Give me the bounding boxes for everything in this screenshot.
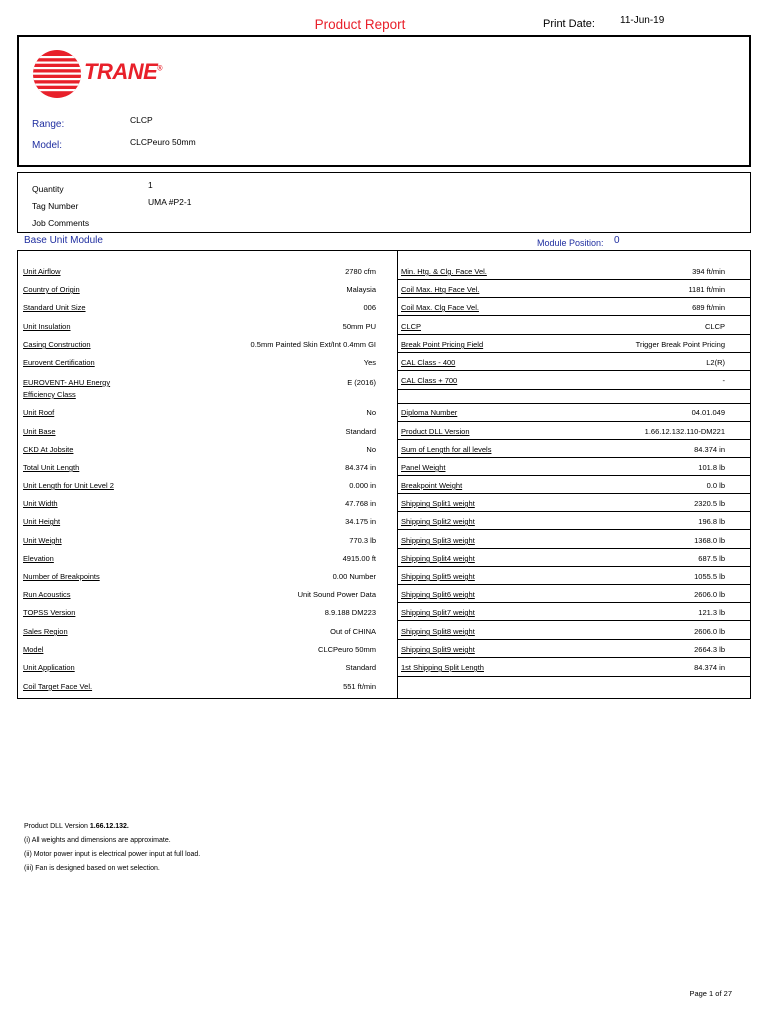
left-row-label: Elevation [23,554,54,563]
right-row-label: Min. Htg. & Clg. Face Vel. [401,267,487,276]
left-row-label: Unit Roof [23,408,55,417]
right-row-value: - [722,376,725,385]
module-position-label: Module Position: [537,238,604,248]
left-row-value: 47.768 in [345,499,376,508]
left-row-value: Out of CHINA [330,627,376,636]
row-separator [397,529,751,530]
row-separator [397,334,751,335]
right-row-label: 1st Shipping Split Length [401,663,484,672]
left-row-label-cont: Efficiency Class [23,390,76,399]
row-separator [397,620,751,621]
right-row-value: 1.66.12.132.110-DM221 [644,427,725,436]
left-row-label: Total Unit Length [23,463,80,472]
left-row-label: Unit Airflow [23,267,61,276]
right-row-value: 687.5 lb [698,554,725,563]
right-row-value: 394 ft/min [692,267,725,276]
row-separator [397,475,751,476]
row-separator [397,279,751,280]
left-row-label: Run Acoustics [23,590,71,599]
right-row-value: L2(R) [706,358,725,367]
left-row-value: 84.374 in [345,463,376,472]
row-separator [397,439,751,440]
right-row-value: 196.8 lb [698,517,725,526]
right-row-label: Coil Max. Htg Face Vel. [401,285,480,294]
left-row-label: Unit Width [23,499,58,508]
right-row-label: Product DLL Version [401,427,470,436]
row-separator [397,421,751,422]
right-row-label: Sum of Length for all levels [401,445,492,454]
left-row-label: Unit Application [23,663,75,672]
left-row-value: Yes [363,358,376,367]
model-value: CLCPeuro 50mm [130,137,196,147]
row-separator [397,315,751,316]
row-separator [397,297,751,298]
footnote-3: (iii) Fan is designed based on wet selection. [24,865,160,872]
left-row-value: 34.175 in [345,517,376,526]
print-date-label: Print Date: [543,18,595,30]
row-separator [397,639,751,640]
right-row-value: 2606.0 lb [694,627,725,636]
left-row-value: 0.5mm Painted Skin Ext/Int 0.4mm GI [250,340,376,349]
row-separator [397,657,751,658]
left-row-label: Eurovent Certification [23,358,95,367]
job-info-box [17,172,751,233]
right-row-value: 1055.5 lb [694,572,725,581]
left-row-label: Unit Length for Unit Level 2 [23,481,114,490]
left-row-label: Unit Insulation [23,322,71,331]
row-separator [397,352,751,353]
right-row-label: Panel Weight [401,463,446,472]
right-row-label: CAL Class + 700 [401,376,458,385]
print-date-value: 11-Jun-19 [620,15,665,26]
right-row-label: Shipping Split3 weight [401,536,475,545]
right-row-value: 101.8 lb [698,463,725,472]
row-separator [397,676,751,677]
left-row-value: 006 [363,303,376,312]
left-row-label: Unit Base [23,427,56,436]
row-separator [397,370,751,371]
right-row-label: Shipping Split5 weight [401,572,475,581]
left-row-value: E (2016) [347,378,376,387]
tag-number-value: UMA #P2-1 [148,197,192,207]
right-row-value: 84.374 in [694,445,725,454]
row-separator [397,389,751,390]
left-row-value: 4915.00 ft [342,554,376,563]
left-row-value: No [366,445,376,454]
right-row-label: Shipping Split2 weight [401,517,475,526]
left-row-value: Malaysia [346,285,376,294]
row-separator [397,403,751,404]
footnote-1: (i) All weights and dimensions are approximate. [24,837,171,844]
range-label: Range: [32,119,65,130]
row-separator [397,548,751,549]
left-row-label: TOPSS Version [23,608,76,617]
left-row-label: Country of Origin [23,285,80,294]
left-row-value: Standard [345,427,376,436]
left-row-label: Unit Height [23,517,61,526]
right-row-value: 2606.0 lb [694,590,725,599]
tag-number-label: Tag Number [32,201,79,211]
right-row-label: Shipping Split6 weight [401,590,475,599]
left-row-label: Number of Breakpoints [23,572,100,581]
range-value: CLCP [130,115,153,125]
right-row-label: Breakpoint Weight [401,481,463,490]
footnote-2: (ii) Motor power input is electrical power input at full load. [24,851,201,858]
left-row-value: 0.00 Number [332,572,376,581]
right-row-label: Shipping Split8 weight [401,627,475,636]
dll-version-note: Product DLL Version 1.66.12.132. [24,823,129,830]
left-row-value: CLCPeuro 50mm [318,645,376,654]
module-position-value: 0 [614,235,620,246]
left-row-value: 0.000 in [349,481,376,490]
left-row-label: Unit Weight [23,536,62,545]
trane-wordmark: TRANE® [84,59,162,84]
right-row-value: 1368.0 lb [694,536,725,545]
left-row-value: 551 ft/min [343,682,376,691]
left-row-label: EUROVENT- AHU Energy [23,378,111,387]
model-label: Model: [32,140,63,151]
left-row-value: 8.9.188 DM223 [324,608,376,617]
right-row-value: 2320.5 lb [694,499,725,508]
right-row-label: Shipping Split4 weight [401,554,475,563]
left-row-label: Coil Target Face Vel. [23,682,93,691]
right-row-label: Coil Max. Clg Face Vel. [401,303,479,312]
right-row-value: 04.01.049 [691,408,725,417]
left-row-value: 2780 cfm [345,267,376,276]
right-row-value: 1181 ft/min [688,285,725,294]
quantity-value: 1 [148,180,153,190]
right-row-label: Diploma Number [401,408,458,417]
right-row-value: CLCP [704,322,725,331]
row-separator [397,457,751,458]
right-row-label: Break Point Pricing Field [401,340,484,349]
left-row-value: 50mm PU [342,322,376,331]
trane-logo-icon [30,47,84,101]
left-row-value: 770.3 lb [349,536,376,545]
quantity-label: Quantity [32,184,64,194]
left-row-label: Model [23,645,44,654]
left-row-label: Sales Region [23,627,68,636]
left-row-value: No [366,408,376,417]
job-comments-label: Job Comments [32,218,90,228]
right-row-value: 121.3 lb [698,608,725,617]
right-row-value: 84.374 in [694,663,725,672]
row-separator [397,493,751,494]
right-row-label: Shipping Split1 weight [401,499,475,508]
row-separator [397,602,751,603]
report-title: Product Report [314,17,406,32]
left-row-value: Unit Sound Power Data [297,590,376,599]
right-row-value: 2664.3 lb [694,645,725,654]
row-separator [397,511,751,512]
right-row-label: CAL Class - 400 [401,358,456,367]
left-row-label: Casing Construction [23,340,91,349]
right-row-label: Shipping Split9 weight [401,645,475,654]
row-separator [397,566,751,567]
left-row-value: Standard [345,663,376,672]
right-row-value: Trigger Break Point Pricing [635,340,725,349]
page-number: Page 1 of 27 [689,989,732,998]
right-row-value: 0.0 lb [706,481,725,490]
row-separator [397,584,751,585]
product-header-box [17,35,751,167]
right-row-label: CLCP [401,322,422,331]
left-row-label: CKD At Jobsite [23,445,74,454]
right-row-value: 689 ft/min [692,303,725,312]
section-title: Base Unit Module [24,235,103,246]
right-row-label: Shipping Split7 weight [401,608,475,617]
left-row-label: Standard Unit Size [23,303,86,312]
